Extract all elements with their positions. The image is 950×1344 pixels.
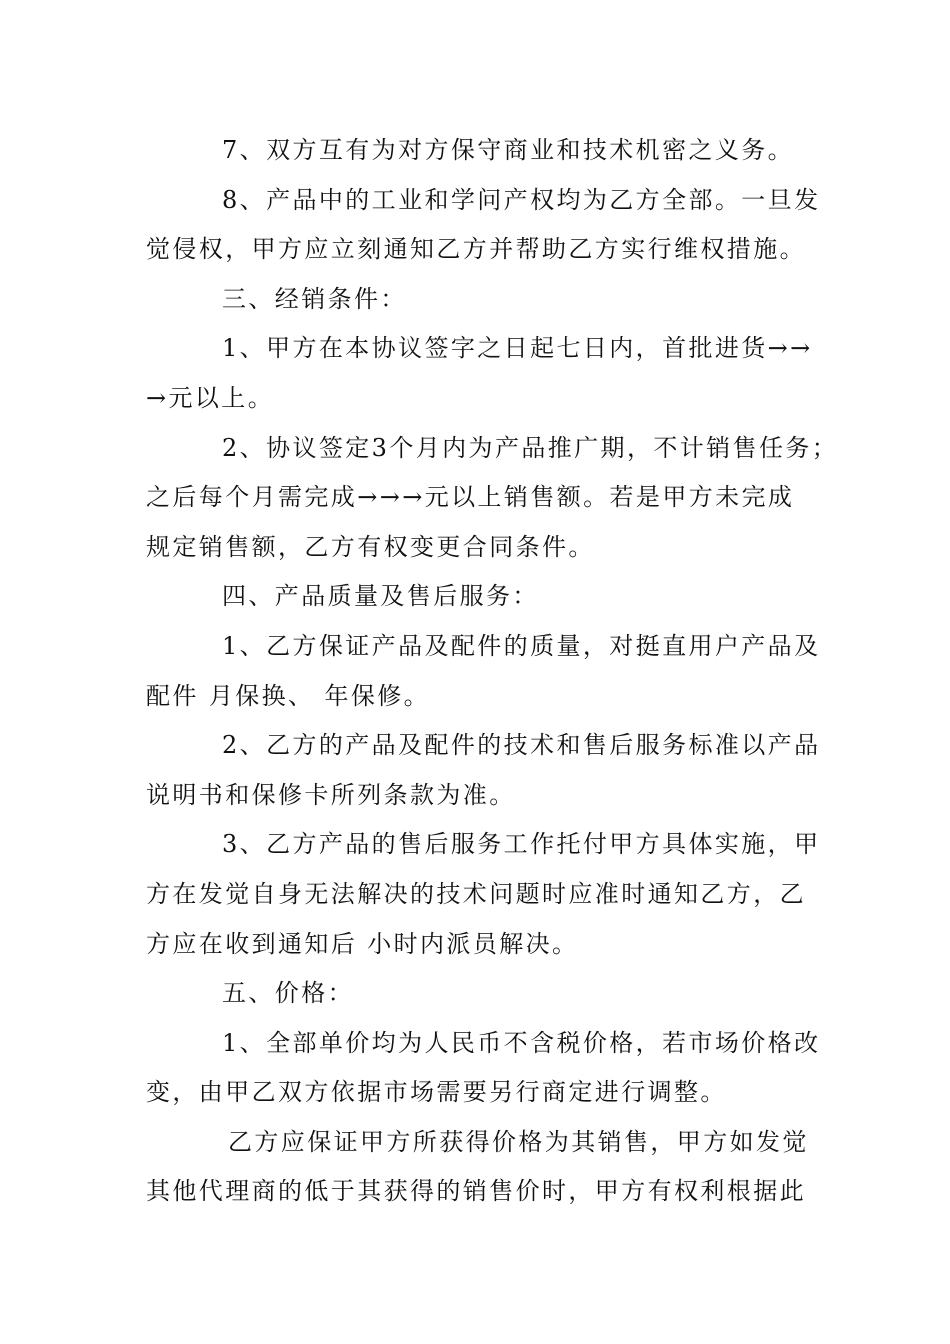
section-4-item-3-line-1: 3、乙方产品的售后服务工作托付甲方具体实施，甲 bbox=[222, 830, 821, 859]
section-5-heading: 五、价格： bbox=[222, 979, 354, 1008]
section-5-item-1-line-2: 变，由甲乙双方依据市场需要另行商定进行调整。 bbox=[146, 1078, 727, 1107]
section-3-item-1-line-2: →元以上。 bbox=[146, 383, 275, 412]
section-3-item-2-line-2: 之后每个月需完成→→→元以上销售额。若是甲方未完成 bbox=[146, 483, 795, 512]
section-3-item-2-line-3: 规定销售额，乙方有权变更合同条件。 bbox=[146, 532, 595, 561]
section-4-item-2-line-2: 说明书和保修卡所列条款为准。 bbox=[146, 780, 516, 809]
section-3-heading: 三、经销条件： bbox=[222, 284, 407, 313]
section-5-item-1-line-1: 1、全部单价均为人民币不含税价格，若市场价格改 bbox=[222, 1028, 821, 1057]
document-body bbox=[146, 126, 839, 1217]
section-4-item-1-line-1: 1、乙方保证产品及配件的质量，对挺直用户产品及 bbox=[222, 631, 821, 660]
section-4-item-2-line-1: 2、乙方的产品及配件的技术和售后服务标准以产品 bbox=[222, 731, 821, 760]
section-3-item-1-line-1: 1、甲方在本协议签字之日起七日内，首批进货→→ bbox=[222, 334, 813, 363]
section-4-item-3-line-2: 方在发觉自身无法解决的技术问题时应准时通知乙方，乙 bbox=[146, 879, 806, 908]
section-5-paragraph-line-2: 其他代理商的低于其获得的销售价时，甲方有权利根据此 bbox=[146, 1177, 806, 1206]
section-5-paragraph-line-1: 乙方应保证甲方所获得价格为其销售，甲方如发觉 bbox=[228, 1127, 809, 1156]
clause-8-line-1: 8、产品中的工业和学问产权均为乙方全部。一旦发 bbox=[222, 185, 821, 214]
section-3-item-2-line-1: 2、协议签定3个月内为产品推广期，不计销售任务； bbox=[222, 433, 839, 462]
section-4-item-3-line-3: 方应在收到通知后 小时内派员解决。 bbox=[146, 929, 579, 958]
section-4-item-1-line-2: 配件 月保换、 年保修。 bbox=[146, 681, 431, 710]
clause-8-line-2: 觉侵权，甲方应立刻通知乙方并帮助乙方实行维权措施。 bbox=[146, 235, 806, 264]
section-4-heading: 四、产品质量及售后服务： bbox=[222, 582, 539, 611]
clause-7-line: 7、双方互有为对方保守商业和技术机密之义务。 bbox=[222, 136, 795, 164]
